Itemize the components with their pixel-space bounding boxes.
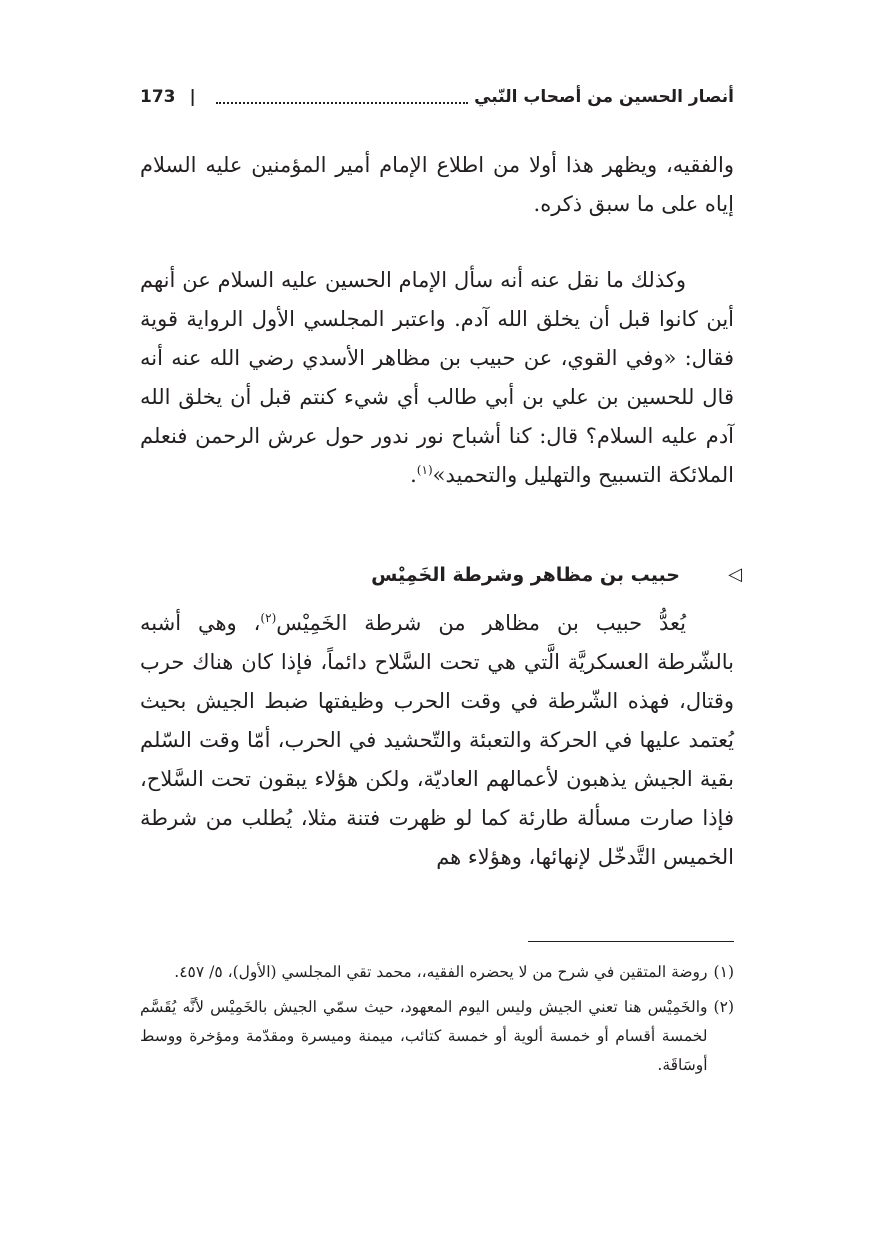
footnote-number: (٢): [713, 998, 734, 1016]
paragraph-2: [140, 261, 734, 495]
page-number: 173: [140, 87, 176, 107]
section-heading-title: حبيب بن مظاهر وشرطة الخَمِيْس: [371, 564, 680, 586]
footnote-number: (١): [713, 963, 734, 981]
leader-dots: [216, 102, 468, 104]
paragraph-3-start: يُعدُّ حبيب بن مظاهر من شرطة الخَمِيْس: [276, 611, 686, 635]
footnote-divider: [528, 941, 734, 942]
footnote-text: روضة المتقين في شرح من لا يحضره الفقيه،، محمد تقي المجلسي (الأول)، ٥/ ٤٥٧.: [174, 963, 708, 981]
paragraph-2-end: .: [410, 463, 417, 487]
footnote-text: والخَمِيْس هنا تعني الجيش وليس اليوم المعهود، حيث سمّي الجيش بالخَمِيْس لأنَّه يُقَسَّم لخمسة أقسام أو خمسة ألوية أو خمسة كتائب، ميمنة وميسرة ومقدّمة ومؤخرة ووسط أوسَاقَة.: [140, 998, 708, 1074]
section-heading: [140, 560, 742, 590]
paragraph-3: [140, 604, 734, 877]
paragraph-3-rest: ، وهي أشبه بالشّرطة العسكريَّة الَّتي هي تحت السَّلاح دائماً، فإذا كان هناك حرب وقتال، فهذه الشّرطة في وقت الحرب وظيفتها ضبط الجيش بحيث يُعتمد عليها في الحركة والتعبئة والتّحشيد في الحرب، أمّا وقت السّلم بقية الجيش يذهبون لأعمالهم العاديّة، ولكن هؤلاء يبقون تحت السَّلاح، فإذا صارت مسألة طارئة كما لو ظهرت فتنة مثلا، يُطلب من شرطة الخميس التَّدخّل لإنهائها، وهؤلاء هم: [140, 611, 734, 869]
paragraph-1: [140, 146, 734, 224]
book-title: أنصار الحسين من أصحاب النّبي: [474, 87, 734, 107]
triangle-marker-icon: ◁: [728, 564, 742, 585]
footnotes: [140, 958, 734, 1086]
footnote-2: [140, 993, 734, 1080]
paragraph-2-text: وكذلك ما نقل عنه أنه سأل الإمام الحسين عليه السلام عن أنهم أين كانوا قبل أن يخلق الله آدم. واعتبر المجلسي الأول الرواية قوية فقال: «وفي القوي، عن حبيب بن مظاهر الأسدي رضي الله عنه أنه قال للحسين بن علي بن أبي طالب أي شيء كنتم قبل أن يخلق الله آدم عليه السلام؟ قال: كنا أشباح نور ندور حول عرش الرحمن فنعلم الملائكة التسبيح والتهليل والتحميد»: [140, 268, 734, 487]
header-separator: |: [189, 87, 196, 107]
footnote-ref-1[interactable]: (١): [416, 463, 433, 477]
footnote-1: [140, 958, 734, 987]
paragraph-1-text: والفقيه، ويظهر هذا أولا من اطلاع الإمام أمير المؤمنين عليه السلام إياه على ما سبق ذكره.: [140, 153, 734, 216]
footnote-ref-2[interactable]: (٢): [260, 611, 277, 625]
running-header: [140, 82, 734, 112]
